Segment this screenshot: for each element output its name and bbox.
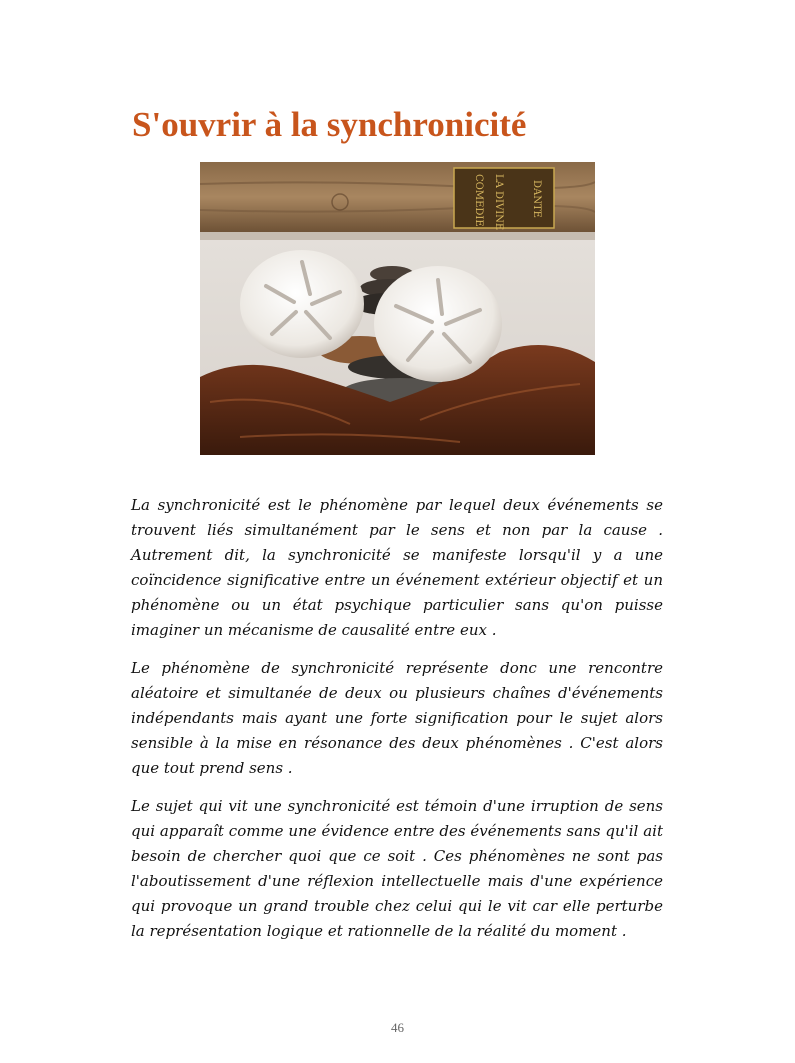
spine-text-2: LA DIVINE: [493, 174, 504, 231]
page-number: 46: [391, 1020, 404, 1035]
paragraph-2: Le phénomène de synchronicité représente donc une rencontre aléatoire et simultanée de deux ou plusieurs chaînes d'événements indépendants mais ayant une forte signification pour le sujet alors sensible à la mise en résonance des deux phénomènes . C'est alors que tout prend sens .: [131, 659, 663, 777]
body-text: [131, 493, 663, 957]
book-shadow: [200, 232, 595, 240]
spine-text-1: DANTE: [531, 180, 542, 218]
page-title: S'ouvrir à la synchronicité: [132, 105, 527, 144]
paragraph-3: Le sujet qui vit une synchronicité est témoin d'une irruption de sens qui apparaît comme une évidence entre des événements sans qu'il ait besoin de chercher quoi que ce soit . Ces phénomènes ne sont pas l'aboutissement d'une réflexion intellectuelle mais d'une expérience qui provoque un grand trouble chez celui qui le vit car elle perturbe la représentation logique et rationnelle de la réalité du moment .: [131, 797, 663, 940]
sand-dollar-right-icon: [374, 266, 502, 382]
illustration-image: [200, 162, 595, 455]
sand-dollar-left-icon: [240, 250, 364, 358]
spine-text-3: COMEDIE: [473, 174, 484, 227]
paragraph-1: La synchronicité est le phénomène par lequel deux événements se trouvent liés simultanément par le sens et non par la cause . Autrement dit, la synchronicité se manifeste lorsqu'il y a une coïncidence significative entre un événement extérieur objectif et un phénomène ou un état psychique particulier sans qu'on puisse imaginer un mécanisme de causalité entre eux .: [131, 496, 663, 639]
